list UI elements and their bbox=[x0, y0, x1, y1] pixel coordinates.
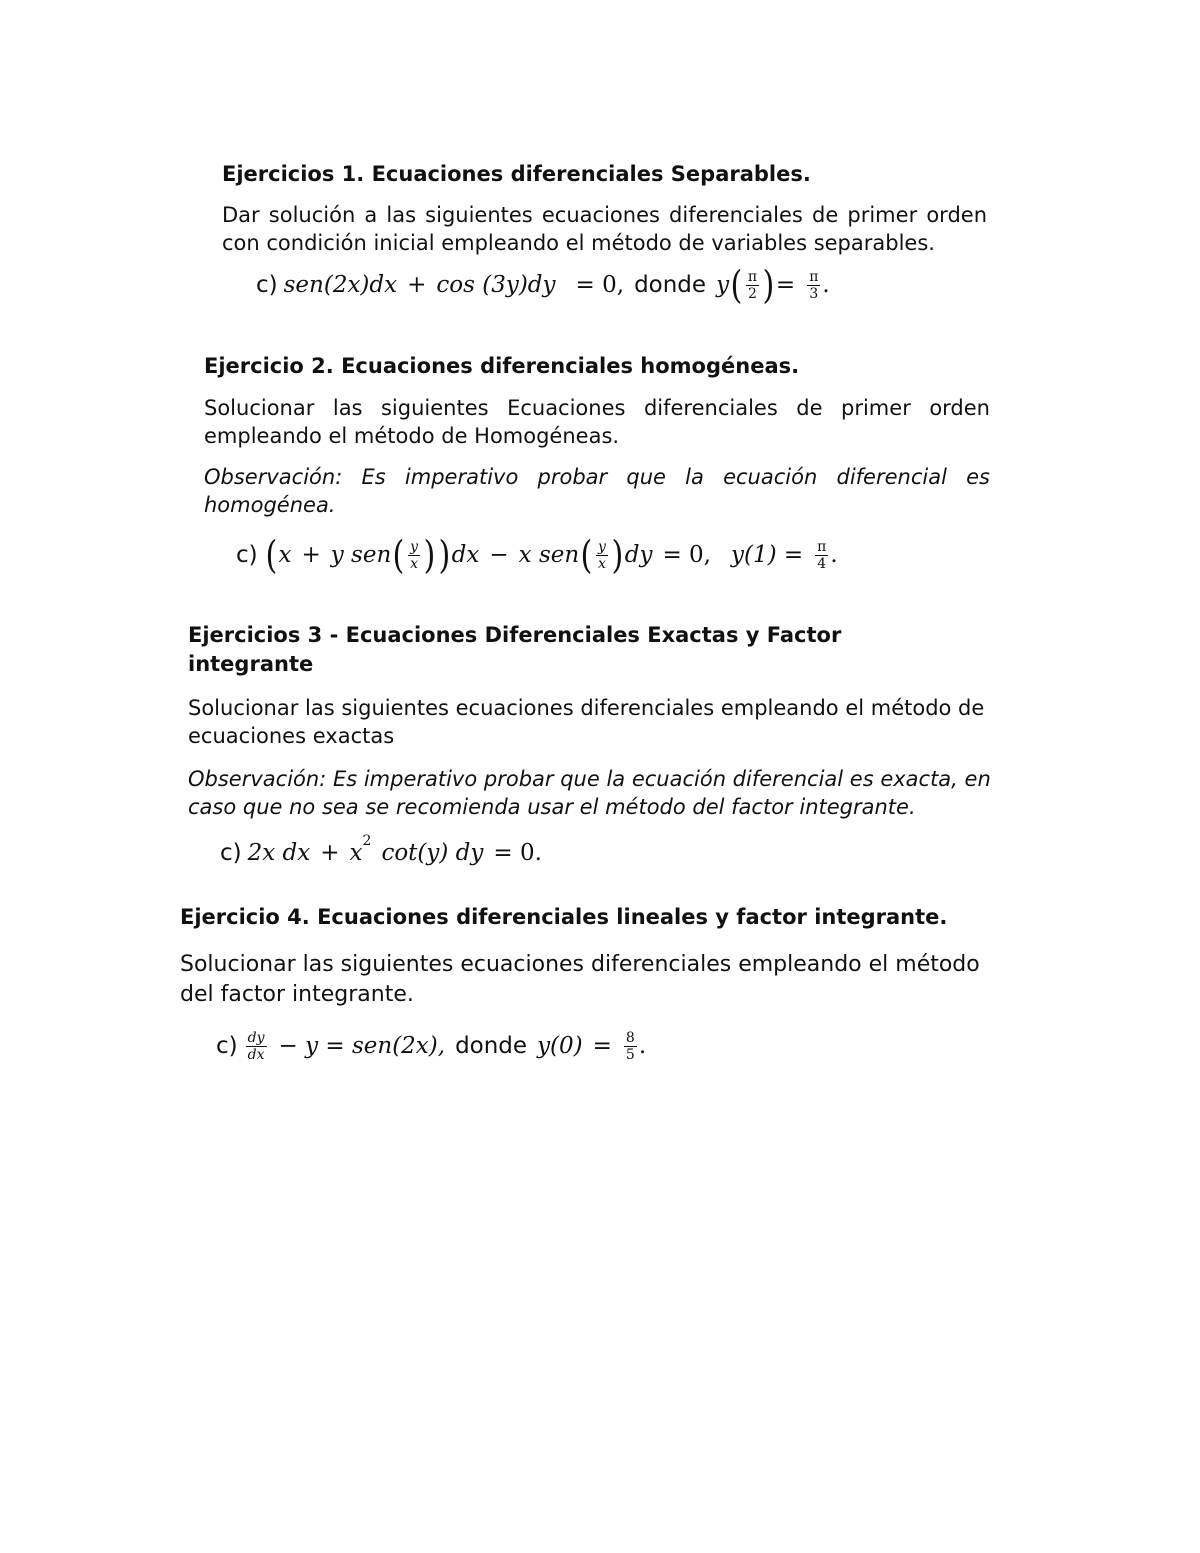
math-term: sen(2x)dx bbox=[283, 272, 398, 298]
period: . bbox=[830, 542, 838, 568]
exercise-3-equation bbox=[220, 831, 998, 875]
exponent: 2 bbox=[362, 833, 372, 849]
left-paren: ( bbox=[392, 533, 405, 577]
exercise-1 bbox=[222, 160, 987, 307]
donde-text: donde bbox=[634, 272, 707, 298]
minus-sign: − bbox=[489, 542, 509, 568]
exercise-1-instructions: Dar solución a las siguientes ecuaciones diferenciales de primer orden con condición inicial empleando el método de variables separables. bbox=[222, 203, 987, 255]
fraction bbox=[815, 539, 828, 572]
fraction-numerator: y bbox=[598, 538, 606, 555]
fraction bbox=[596, 539, 608, 572]
math-term: cos (3y)dy bbox=[436, 272, 556, 298]
exercise-3-observation: Observación: Es imperativo probar que la ecuación diferencial es exacta, en caso que no sea se recomienda usar el método del factor integrante. bbox=[188, 767, 991, 819]
fraction-denominator: 5 bbox=[625, 1046, 635, 1063]
equals-sign: = bbox=[775, 272, 796, 298]
exercise-2-instructions: Solucionar las siguientes Ecuaciones diferenciales de primer orden empleando el método de Homogéneas. bbox=[204, 396, 990, 448]
math-var: x bbox=[278, 542, 292, 568]
plus-sign: + bbox=[407, 272, 427, 298]
fraction-numerator: dy bbox=[247, 1029, 265, 1046]
exercise-4-equation bbox=[216, 1024, 1010, 1068]
math-term: y sen bbox=[330, 542, 392, 568]
item-label: c) bbox=[236, 542, 258, 568]
math-var: x bbox=[349, 840, 363, 866]
fraction-denominator: dx bbox=[247, 1046, 265, 1063]
exercise-2-observation: Observación: Es imperativo probar que la ecuación diferencial es homogénea. bbox=[204, 465, 990, 517]
exercise-2 bbox=[204, 352, 990, 577]
exercise-4 bbox=[180, 903, 1010, 1068]
plus-sign: + bbox=[320, 840, 340, 866]
exercise-1-title: Ejercicios 1. Ecuaciones diferenciales Separables. bbox=[222, 162, 811, 186]
math-term: 2x dx bbox=[247, 840, 311, 866]
fraction bbox=[624, 1030, 637, 1063]
item-label: c) bbox=[256, 272, 278, 298]
fraction-denominator: 2 bbox=[748, 285, 757, 302]
right-paren: ) bbox=[438, 533, 451, 577]
fraction-denominator: 3 bbox=[809, 285, 819, 302]
fraction-numerator: π bbox=[747, 268, 758, 285]
period: . bbox=[638, 1033, 647, 1059]
fraction-denominator: 4 bbox=[817, 555, 827, 572]
item-label: c) bbox=[220, 840, 242, 866]
fraction-denominator: x bbox=[598, 555, 606, 572]
donde-text: donde bbox=[455, 1033, 528, 1059]
fraction bbox=[408, 539, 420, 572]
exercise-3 bbox=[188, 621, 998, 875]
math-term: dx bbox=[451, 542, 480, 568]
exercise-4-title: Ejercicio 4. Ecuaciones diferenciales lineales y factor integrante. bbox=[180, 905, 948, 929]
left-paren: ( bbox=[265, 533, 277, 577]
fraction bbox=[746, 269, 759, 302]
right-paren: ) bbox=[762, 263, 775, 307]
initial-condition: y(0) bbox=[537, 1033, 583, 1059]
fraction-numerator: 8 bbox=[625, 1029, 635, 1046]
exercise-3-instructions: Solucionar las siguientes ecuaciones diferenciales empleando el método de ecuaciones exactas bbox=[188, 696, 985, 748]
equals-zero: = 0, bbox=[575, 272, 625, 298]
math-var: y bbox=[716, 272, 730, 298]
math-term: − y = sen(2x), bbox=[278, 1033, 446, 1059]
right-paren: ) bbox=[423, 533, 436, 577]
fraction-numerator: π bbox=[817, 538, 827, 555]
math-term: cot(y) dy bbox=[381, 840, 484, 866]
equals-sign: = bbox=[592, 1033, 612, 1059]
right-paren: ) bbox=[611, 533, 624, 577]
left-paren: ( bbox=[580, 533, 593, 577]
initial-condition: y(1) = bbox=[731, 542, 804, 568]
fraction-denominator: x bbox=[410, 555, 418, 572]
fraction bbox=[246, 1030, 267, 1063]
period: . bbox=[822, 272, 830, 298]
math-term: x sen bbox=[518, 542, 580, 568]
item-label: c) bbox=[216, 1033, 238, 1059]
equals-zero: = 0. bbox=[493, 840, 542, 866]
fraction-numerator: y bbox=[410, 538, 419, 555]
fraction-numerator: π bbox=[809, 268, 819, 285]
exercise-1-equation bbox=[256, 263, 987, 307]
exercise-2-title: Ejercicio 2. Ecuaciones diferenciales homogéneas. bbox=[204, 354, 800, 378]
plus-sign: + bbox=[301, 542, 321, 568]
exercise-3-title: Ejercicios 3 - Ecuaciones Diferenciales Exactas y Factor integrante bbox=[188, 623, 842, 676]
exercise-4-instructions: Solucionar las siguientes ecuaciones diferenciales empleando el método del factor integrante. bbox=[180, 952, 980, 1007]
left-paren: ( bbox=[730, 263, 743, 307]
math-term: dy bbox=[624, 542, 653, 568]
exercise-2-equation bbox=[236, 533, 990, 577]
equals-zero: = 0, bbox=[662, 542, 711, 568]
fraction bbox=[807, 269, 820, 302]
